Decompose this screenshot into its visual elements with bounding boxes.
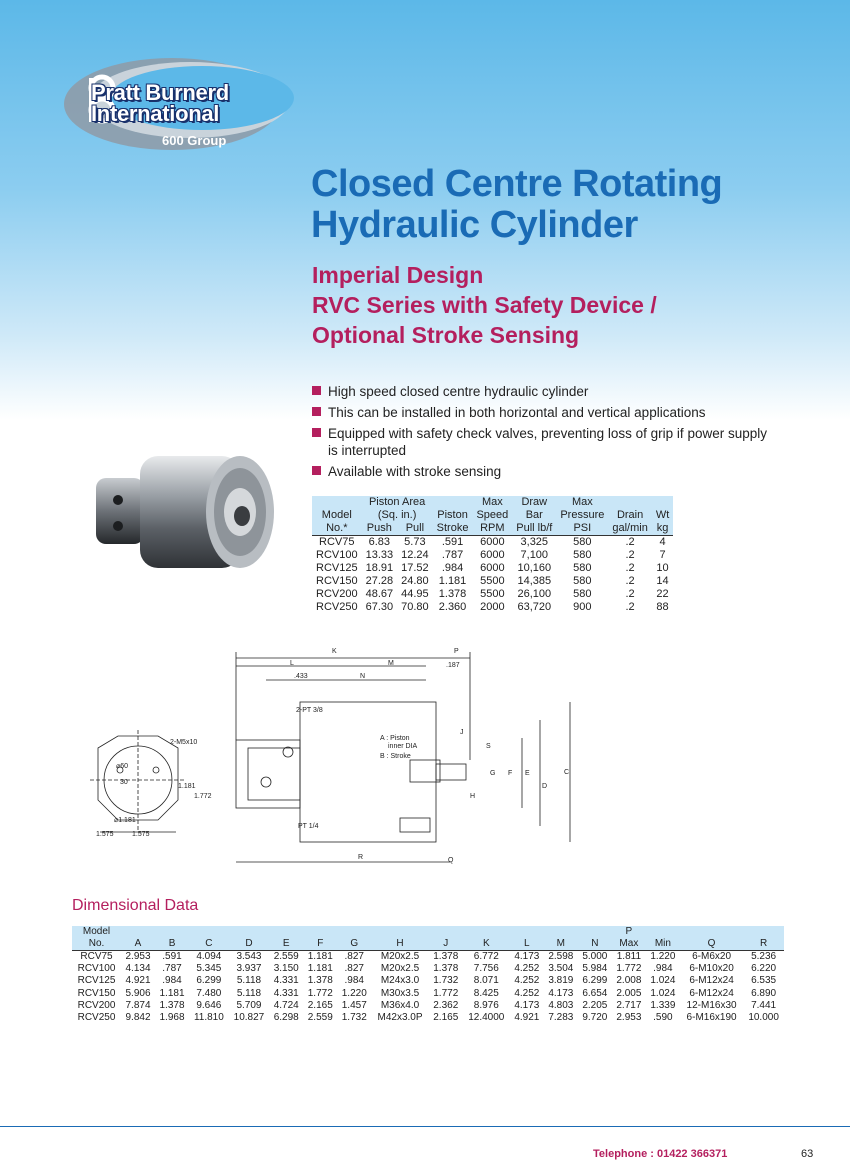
dim-table-cell: 7.480 — [196, 987, 222, 999]
spec-table-cell: 580 — [573, 536, 592, 548]
dim-table-row — [72, 1012, 784, 1024]
dim-table-cell: 6-M16x190 — [686, 1012, 737, 1024]
spec-table-cell: 63,720 — [517, 601, 552, 613]
dim-table-cell: 7.441 — [751, 999, 777, 1011]
dim-table-cell: 4.134 — [125, 963, 151, 975]
dim-table-cell: M24x3.0 — [380, 975, 420, 987]
logo-group-label: 600 Group — [162, 133, 227, 148]
drawing-label-pt38: 2-PT 3/8 — [296, 707, 323, 714]
dim-table-cell: M42x3.0P — [377, 1012, 423, 1024]
drawing-label-D: D — [542, 783, 548, 790]
specification-table — [312, 496, 673, 614]
dim-table-cell: 10.827 — [233, 1012, 265, 1024]
dim-table-row — [72, 951, 784, 964]
dim-header-cell: D — [229, 938, 270, 951]
dim-table-cell: 2.953 — [125, 951, 151, 962]
drawing-label-d1181a: 1.181 — [178, 783, 196, 790]
spec-table-cell: RCV100 — [316, 549, 358, 561]
spec-header-row — [312, 522, 673, 536]
title-line1: Closed Centre Rotating — [311, 163, 723, 205]
dim-table-cell: 7.874 — [125, 999, 151, 1011]
spec-table-cell: RCV150 — [316, 575, 358, 587]
dim-table-cell: 5.906 — [125, 987, 151, 999]
dim-header-cell: K — [463, 938, 510, 951]
dim-header-cell: No. — [72, 938, 121, 951]
spec-header-cell: Piston Area — [362, 496, 433, 509]
dim-table-cell: 1.024 — [650, 987, 676, 999]
dim-table-cell: 2.559 — [273, 951, 299, 962]
dim-header-cell: E — [269, 938, 303, 951]
spec-table-cell: 70.80 — [401, 601, 429, 613]
dim-table-cell: 6.220 — [751, 963, 777, 975]
dim-table-cell: 9.720 — [582, 1012, 608, 1024]
dim-table-cell: 5.000 — [582, 951, 608, 962]
drawing-legend-b: B : Stroke — [380, 753, 411, 760]
dim-table-cell: 6-M12x24 — [689, 975, 734, 987]
dim-table-cell: 4.173 — [514, 951, 540, 962]
dim-table-cell: 5.345 — [196, 963, 222, 975]
dim-header-cell — [155, 926, 189, 938]
dim-header-cell — [229, 926, 270, 938]
dim-table-cell: 2.717 — [616, 999, 642, 1011]
dim-table-cell: 9.646 — [196, 999, 222, 1011]
spec-table-cell: 580 — [573, 549, 592, 561]
drawing-label-R: R — [358, 854, 364, 861]
spec-header-cell: Pull — [397, 522, 433, 536]
dim-table-cell: M36x4.0 — [380, 999, 420, 1011]
dim-header-cell — [337, 926, 371, 938]
drawing-label-S: S — [486, 743, 491, 750]
dim-table-cell: 6.654 — [582, 987, 608, 999]
drawing-label-N: N — [360, 673, 366, 680]
spec-table-cell: 17.52 — [401, 562, 429, 574]
dim-table-cell: 8.425 — [473, 987, 499, 999]
dim-header-cell: Min — [646, 938, 680, 951]
dim-table-cell: 6.535 — [751, 975, 777, 987]
dimensional-table — [72, 926, 784, 1024]
dim-table-cell: 2.205 — [582, 999, 608, 1011]
dim-table-cell: 6.299 — [582, 975, 608, 987]
dim-table-cell: 8.976 — [473, 999, 499, 1011]
dim-header-cell: B — [155, 938, 189, 951]
dim-header-cell — [121, 926, 155, 938]
dim-header-cell — [189, 926, 229, 938]
dim-table-cell: 2.362 — [433, 999, 459, 1011]
feature-item: This can be installed in both horizontal and vertical applications — [312, 404, 772, 421]
dim-table-cell: 4.252 — [514, 975, 540, 987]
dim-table-cell: 3.819 — [548, 975, 574, 987]
logo-name-line2: International — [91, 101, 220, 126]
spec-table-cell: .2 — [625, 562, 635, 574]
footer-divider — [0, 1126, 850, 1127]
spec-header-cell: Speed — [472, 509, 512, 522]
dim-header-cell — [429, 926, 463, 938]
dim-table-row — [72, 963, 784, 975]
dim-table-cell: 6-M10x20 — [689, 963, 734, 975]
spec-header-cell: RPM — [472, 522, 512, 536]
spec-header-cell: Wt — [652, 509, 673, 522]
spec-table-cell: 3,325 — [520, 536, 549, 548]
spec-table-cell: 5500 — [480, 588, 505, 600]
dim-header-cell: G — [337, 938, 371, 951]
dim-header-cell — [680, 926, 743, 938]
dim-header-cell: M — [544, 938, 578, 951]
drawing-label-d1772: 1.772 — [194, 793, 212, 800]
spec-table-cell: 10 — [656, 562, 669, 574]
dim-table-cell: 2.165 — [307, 999, 333, 1011]
drawing-label-P: P — [454, 648, 459, 655]
dim-table-cell: RCV100 — [77, 963, 116, 975]
spec-table-cell: RCV200 — [316, 588, 358, 600]
spec-table-row — [312, 549, 673, 562]
spec-table-cell: .2 — [625, 588, 635, 600]
dim-header-cell: L — [510, 938, 544, 951]
subtitle-line2: RVC Series with Safety Device / — [312, 292, 657, 318]
dim-header-cell — [371, 926, 428, 938]
spec-header-cell — [312, 496, 362, 509]
dim-table-cell: 1.378 — [433, 963, 459, 975]
drawing-label-d30: 30 — [120, 779, 128, 786]
feature-item: Available with stroke sensing — [312, 463, 772, 480]
dim-table-cell: .787 — [162, 963, 182, 975]
spec-table-cell: .2 — [625, 536, 635, 548]
drawing-label-K: K — [332, 648, 337, 655]
dimension-drawing — [70, 640, 590, 880]
spec-header-cell: Bar — [512, 509, 556, 522]
dim-header-cell: P — [612, 926, 646, 938]
dim-table-cell: .984 — [162, 975, 182, 987]
dim-table-cell: 1.772 — [433, 987, 459, 999]
dim-header-cell — [463, 926, 510, 938]
dim-header-cell — [269, 926, 303, 938]
spec-table-cell: .2 — [625, 549, 635, 561]
dim-header-cell: A — [121, 938, 155, 951]
spec-header-cell: Max — [472, 496, 512, 509]
spec-table-row — [312, 536, 673, 550]
dim-table-cell: 1.181 — [307, 963, 333, 975]
drawing-label-M: M — [388, 660, 394, 667]
spec-table-cell: 18.91 — [365, 562, 394, 574]
drawing-label-Q: Q — [448, 857, 454, 864]
dim-table-cell: 4.094 — [196, 951, 222, 962]
spec-header-cell: Draw — [512, 496, 556, 509]
drawing-label-m5: 2-M5x10 — [170, 739, 198, 746]
dim-table-cell: 10.000 — [748, 1012, 779, 1024]
dim-table-cell: RCV250 — [77, 1012, 116, 1024]
spec-header-cell: gal/min — [608, 522, 651, 536]
dim-table-cell: 3.543 — [236, 951, 262, 962]
drawing-label-187: .187 — [446, 662, 460, 669]
dim-table-row — [72, 975, 784, 987]
spec-table-cell: .591 — [441, 536, 464, 548]
spec-table-cell: 580 — [573, 562, 592, 574]
dim-table-cell: 1.811 — [616, 951, 642, 962]
dim-table-cell: 6.298 — [273, 1012, 299, 1024]
dim-header-cell — [303, 926, 337, 938]
dim-table-cell: RCV125 — [77, 975, 116, 987]
spec-table-cell: 67.30 — [365, 601, 394, 613]
dim-table-cell: .827 — [344, 951, 364, 962]
dim-header-cell — [578, 926, 612, 938]
dim-table-cell: 4.173 — [514, 999, 540, 1011]
spec-table-cell: 22 — [656, 588, 669, 600]
dim-header-cell: C — [189, 938, 229, 951]
spec-header-cell: Drain — [608, 509, 651, 522]
dim-table-cell: .591 — [162, 951, 182, 962]
dim-table-cell: .590 — [653, 1012, 673, 1024]
dim-table-cell: 1.024 — [650, 975, 676, 987]
spec-header-cell: Stroke — [433, 522, 473, 536]
dim-table-cell: 6.772 — [473, 951, 499, 962]
dim-table-cell: 6-M12x24 — [689, 987, 734, 999]
dim-table-cell: 7.283 — [548, 1012, 574, 1024]
dim-table-cell: 1.220 — [341, 987, 367, 999]
dim-table-cell: 1.968 — [159, 1012, 185, 1024]
dim-table-cell: 5.984 — [582, 963, 608, 975]
dim-header-cell: R — [743, 938, 784, 951]
spec-table-cell: RCV125 — [316, 562, 358, 574]
dim-table-cell: 4.173 — [548, 987, 574, 999]
dim-header-cell: N — [578, 938, 612, 951]
drawing-legend-a: A : Piston — [380, 735, 410, 742]
dim-table-cell: M20x2.5 — [380, 951, 420, 962]
spec-table-cell: 4 — [659, 536, 666, 548]
dim-header-cell — [510, 926, 544, 938]
drawing-label-d1575b: 1.575 — [132, 831, 150, 838]
dim-table-cell: 5.236 — [751, 951, 777, 962]
drawing-label-433: .433 — [294, 673, 308, 680]
dim-table-cell: RCV200 — [77, 999, 116, 1011]
spec-table-cell: .984 — [441, 562, 464, 574]
spec-table-cell: 13.33 — [365, 549, 394, 561]
spec-table-cell: RCV250 — [316, 601, 358, 613]
dim-table-cell: 1.772 — [307, 987, 333, 999]
product-photo-cylinder — [90, 440, 290, 590]
dim-table-cell: M20x2.5 — [380, 963, 420, 975]
spec-table-row — [312, 575, 673, 588]
spec-table-cell: 48.67 — [365, 588, 394, 600]
dim-table-cell: 1.339 — [650, 999, 676, 1011]
dim-header-cell: Max — [612, 938, 646, 951]
spec-table-cell: 26,100 — [517, 588, 552, 600]
spec-table-cell: 12.24 — [401, 549, 429, 561]
spec-header-row — [312, 509, 673, 522]
dim-table-cell: 11.810 — [193, 1012, 224, 1024]
drawing-label-L: L — [290, 660, 294, 667]
spec-table-cell: 88 — [656, 601, 669, 613]
dim-table-cell: 4.252 — [514, 987, 540, 999]
spec-table-cell: 900 — [573, 601, 592, 613]
drawing-label-d60: ⌀60 — [116, 763, 129, 770]
spec-header-cell: Piston — [433, 509, 473, 522]
spec-table-cell: 6000 — [480, 536, 505, 548]
dim-table-cell: .827 — [344, 963, 364, 975]
spec-table-cell: 5500 — [480, 575, 505, 587]
spec-header-cell: Max — [556, 496, 608, 509]
spec-table-cell: 24.80 — [401, 575, 429, 587]
feature-item: Equipped with safety check valves, preventing loss of grip if power supply is interrupted — [312, 425, 772, 459]
dim-table-cell: 2.008 — [616, 975, 642, 987]
dim-table-cell: 2.005 — [616, 987, 642, 999]
spec-table-row — [312, 588, 673, 601]
dim-table-cell: .984 — [653, 963, 673, 975]
spec-header-cell: No.* — [312, 522, 362, 536]
dim-table-cell: 5.118 — [236, 987, 262, 999]
drawing-label-G: G — [490, 770, 496, 777]
spec-header-cell: PSI — [556, 522, 608, 536]
dim-table-cell: 3.504 — [548, 963, 574, 975]
dim-table-cell: 12-M16x30 — [686, 999, 737, 1011]
logo-name-line1: Pratt Burnerd — [91, 80, 229, 105]
spec-header-cell: (Sq. in.) — [362, 509, 433, 522]
dim-table-cell: 6.299 — [196, 975, 222, 987]
spec-header-cell: kg — [652, 522, 673, 536]
dim-table-row — [72, 1000, 784, 1012]
dim-table-cell: RCV150 — [77, 987, 116, 999]
spec-header-cell: Pressure — [556, 509, 608, 522]
dim-table-cell: 1.732 — [341, 1012, 367, 1024]
spec-table-cell: 10,160 — [517, 562, 552, 574]
spec-table-row — [312, 562, 673, 575]
spec-table-cell: .2 — [625, 575, 635, 587]
dim-table-cell: 1.732 — [433, 975, 459, 987]
dim-table-cell: 5.118 — [236, 975, 262, 987]
dim-table-cell: 2.165 — [433, 1012, 459, 1024]
dim-header-cell: H — [371, 938, 428, 951]
subtitle-line1: Imperial Design — [312, 262, 484, 288]
dim-table-cell: 1.457 — [341, 999, 367, 1011]
spec-table-cell: 6.83 — [368, 536, 391, 548]
dim-table-cell: 4.331 — [273, 987, 299, 999]
spec-table-cell: 7 — [659, 549, 666, 561]
dim-table-cell: 3.150 — [273, 963, 299, 975]
spec-header-cell — [652, 496, 673, 509]
spec-table-cell: 44.95 — [401, 588, 429, 600]
page-subtitle — [312, 260, 812, 350]
dim-table-cell: 1.220 — [650, 951, 676, 962]
spec-table-cell: 6000 — [480, 549, 505, 561]
feature-list — [312, 383, 772, 484]
dim-table-cell: RCV75 — [80, 951, 113, 962]
spec-table-cell: 580 — [573, 588, 592, 600]
spec-header-cell — [608, 496, 651, 509]
subtitle-line3: Optional Stroke Sensing — [312, 322, 580, 348]
dim-table-cell: .984 — [344, 975, 364, 987]
spec-table-cell: 1.181 — [438, 575, 467, 587]
dim-header-cell — [646, 926, 680, 938]
drawing-label-F: F — [508, 770, 513, 777]
dim-table-cell: 6.890 — [751, 987, 777, 999]
dim-header-row — [72, 926, 784, 938]
spec-table-cell: .2 — [625, 601, 635, 613]
dim-table-cell: 9.842 — [125, 1012, 151, 1024]
spec-header-cell: Model — [312, 509, 362, 522]
dim-table-cell: 4.803 — [548, 999, 574, 1011]
drawing-legend-a2: inner DIA — [388, 743, 418, 750]
dim-table-cell: 2.598 — [548, 951, 574, 962]
dim-table-cell: 4.331 — [273, 975, 299, 987]
dim-header-row — [72, 938, 784, 951]
dim-table-cell: 5.709 — [236, 999, 262, 1011]
drawing-label-H: H — [470, 793, 476, 800]
drawing-label-d1181b: ⌀1.181 — [114, 817, 136, 824]
spec-table-cell: 14 — [656, 575, 669, 587]
dim-table-cell: M30x3.5 — [380, 987, 420, 999]
dim-table-cell: 4.921 — [125, 975, 151, 987]
spec-table-cell: 7,100 — [520, 549, 549, 561]
spec-table-cell: 1.378 — [438, 588, 467, 600]
spec-table-row — [312, 601, 673, 614]
spec-table-cell: 14,385 — [517, 575, 552, 587]
dim-table-cell: 1.181 — [159, 987, 185, 999]
spec-header-cell: Pull lb/f — [512, 522, 556, 536]
feature-item: High speed closed centre hydraulic cylinder — [312, 383, 772, 400]
spec-table-cell: 5.73 — [404, 536, 426, 548]
dim-table-cell: 6-M6x20 — [692, 951, 732, 962]
page-title — [311, 164, 811, 246]
dim-table-row — [72, 988, 784, 1000]
drawing-label-pt14: PT 1/4 — [298, 823, 319, 830]
spec-header-cell — [433, 496, 473, 509]
spec-table-cell: RCV75 — [319, 536, 355, 548]
dim-table-cell: 12.4000 — [468, 1012, 505, 1024]
spec-table-cell: .787 — [441, 549, 464, 561]
dim-header-cell — [743, 926, 784, 938]
dim-table-cell: 3.937 — [236, 963, 262, 975]
dim-header-cell: J — [429, 938, 463, 951]
drawing-label-J: J — [460, 729, 464, 736]
spec-header-row — [312, 496, 673, 509]
dim-table-cell: 1.181 — [307, 951, 333, 962]
dim-table-cell: 4.724 — [273, 999, 299, 1011]
dim-table-cell: 1.378 — [159, 999, 185, 1011]
dim-header-cell — [544, 926, 578, 938]
title-line2: Hydraulic Cylinder — [311, 204, 638, 246]
dim-table-cell: 1.378 — [433, 951, 459, 962]
footer-telephone: Telephone : 01422 366371 — [593, 1148, 728, 1160]
dim-header-cell: F — [303, 938, 337, 951]
dim-table-cell: 2.559 — [307, 1012, 333, 1024]
dim-table-cell: 8.071 — [473, 975, 499, 987]
dim-table-cell: 2.953 — [616, 1012, 642, 1024]
spec-table-cell: 2.360 — [438, 601, 467, 613]
spec-table-cell: 6000 — [480, 562, 505, 574]
dim-table-cell: 7.756 — [473, 963, 499, 975]
section-heading-dimensional: Dimensional Data — [72, 897, 199, 914]
dim-header-cell: Q — [680, 938, 743, 951]
dim-header-cell: Model — [72, 926, 121, 938]
dim-table-cell: 4.921 — [514, 1012, 540, 1024]
drawing-label-E: E — [525, 770, 530, 777]
drawing-label-d1575a: 1.575 — [96, 831, 114, 838]
spec-table-cell: 580 — [573, 575, 592, 587]
spec-table-cell: 27.28 — [365, 575, 394, 587]
dim-table-cell: 4.252 — [514, 963, 540, 975]
drawing-label-C: C — [564, 769, 570, 776]
page-number: 63 — [801, 1148, 814, 1160]
spec-table-cell: 2000 — [480, 601, 505, 613]
dim-table-cell: 1.378 — [307, 975, 333, 987]
dim-table-cell: 1.772 — [616, 963, 642, 975]
spec-header-cell: Push — [362, 522, 398, 536]
